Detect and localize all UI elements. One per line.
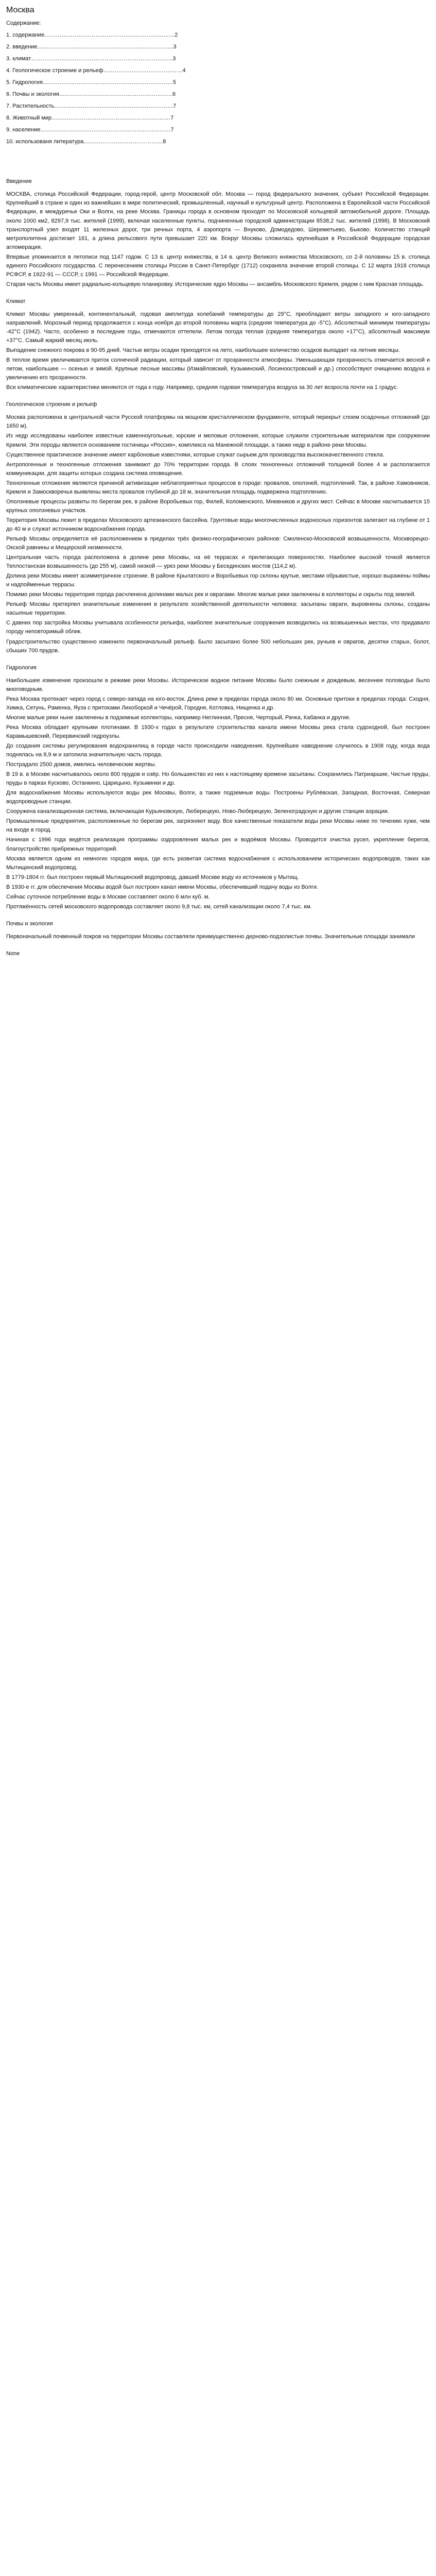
paragraph: Наибольшее изменение произошли в режиме реки Москвы. Историческое водное питание Москвы было снежным и дождевым, весеннее половодье было многоводным. <box>6 677 430 692</box>
toc-item: 5. Гидрология……………………………………………………………5 <box>6 79 177 86</box>
section-intro <box>6 177 430 289</box>
toc-item: 10. использованя литература……………………………………8 <box>6 139 166 145</box>
paragraph: Для водоснабжения Москвы используются воды рек Москвы, Волги, а также подземные воды. Построены Рублёвская, Западная, Восточная, Северная водопроводные станции. <box>6 790 430 805</box>
paragraph: Все климатические характеристики меняются от года к году. Например, средняя годовая температура воздуха за 30 лет возросла почти на 1 градус. <box>6 384 398 391</box>
section-hydrology <box>6 664 430 911</box>
section-geology <box>6 400 430 655</box>
paragraph: Рельеф Москвы определяется её расположением в пределах трёх физико-географических районов: Смоленско-Московской возвышенности, Москворецко-Окской равнины и Мещерской низменности. <box>6 536 430 551</box>
paragraph: Рельеф Москвы претерпел значительные изменения в результате хозяйственной деятельности человека: засыпаны овраги, выровнены склоны, созданы насыпные территории. <box>6 601 430 617</box>
toc-item: 7. Растительность………………………………………………………7 <box>6 103 177 110</box>
paragraph: Сооружена канализационная система, включающая Курьяновскую, Люберецкую, Ново-Люберецкую, Зеленоградскую и другие станции аэрации. <box>6 808 389 815</box>
paragraph: Градостроительство существенно изменило первоначальный рельеф. Было засыпано более 500 небольших рек, ручьев и оврагов, десятки старых, болот, сбыших 700 прудов. <box>6 638 430 654</box>
paragraph: Многие малые реки ныне заключены в подземные коллекторы, например Неглинная, Пресня, Черторый, Рачка, Кабанка и другие. <box>6 714 351 721</box>
section-heading: Гидрология <box>6 664 37 671</box>
paragraph: МОСКВА, столица Российской Федерации, город-герой, центр Московской обл. Москва — город федерального значения, субъект Российской Федерации. Крупнейший в стране и один из важнейших в мире политический, промышленный, научный и культурный центр. Расположена в Европейской части Российской Федерации, в междуречье Оки и Волги, на реке Москва. Границы города в основном проходят по Московской кольцевой автомобильной дороге. Площадь около 1000 км2, 8297,9 тыс. жителей (1999), включая населенные пункты, подчиненные городской администрации 8538,2 тыс. жителей (1998). В Московский транспортный узел входят 11 железных дорог, три речных порта, 4 аэропорта — Внуково, Домодедово, Шереметьево, Быково. Количество станций метрополитена достигает 161, а длина рельсового пути превышает 220 км. Вокруг Москвы сложилась крупнейшая в Российской Федерации городская агломерация. <box>6 191 430 250</box>
paragraph: Река Москва протекает через город с северо-запада на юго-восток. Длина реки в пределах города около 80 км. Основные притоки в пределах города: Сходня, Химка, Сетунь, Раменка, Яуза с притоками Лихоборкой и Чечёрой, Городня, Котловка, Нищенка и др. <box>6 696 430 711</box>
paragraph: Выпадение снежного покрова в 90-95 дней. Частые ветры осадки приходятся на лето, наибольшее количество осадков выпадает на летние месяцы. <box>6 347 400 354</box>
toc-item: 4. Геологическое строение и рельеф……………………………………4 <box>6 67 186 74</box>
document-title: Москва <box>6 6 34 14</box>
paragraph: Старая часть Москвы имеет радиально-кольцевую планировку. Исторические ядро Москвы — ансамбль Московского Кремля, рядом с ним Красная площадь. <box>6 281 424 287</box>
toc-heading: Содержание: <box>6 20 41 26</box>
paragraph: Центральная часть города расположена в долине реки Москвы, на её террасах и прилегающих поверхностях. Наиболее высокой точкой является Теплостанская возвышенность (до 255 м), самой низкой — урез реки Москвы у Бесединских мостов (114,2 м). <box>6 554 430 570</box>
footer-text: None <box>6 950 20 957</box>
section-soils <box>6 920 430 941</box>
section-heading: Климат <box>6 298 26 304</box>
section-heading: Геологическое строение и рельеф <box>6 401 97 408</box>
paragraph: Территория Москвы лежит в пределах Московского артезианского бассейна. Грунтовые воды многочисленных водоносных горизонтов залегают на глубине от 1 до 40 м и служат источником водоснабжения города. <box>6 517 430 532</box>
toc-item: 8. Животный мир………………………………………………………7 <box>6 115 174 122</box>
paragraph: Пострадало 2500 домов, имелись человеческие жертвы. <box>6 761 156 768</box>
paragraph: Москва является одним из немногих городов мира, где есть развитая система водоснабжения с использованием исторических водопроводов, таких как Мытищинский водопровод. <box>6 855 430 871</box>
paragraph: С давних пор застройка Москвы учитывала особенности рельефа, наиболее значительные сооружения возводились на возвышенных местах, что придавало городу неповторимый облик. <box>6 620 430 635</box>
paragraph: Протяжённость сетей московского водопровода составляет около 9,8 тыс. км, сетей канализации около 7,4 тыс. км. <box>6 903 312 910</box>
paragraph: В 19 в. в Москве насчитывалось около 800 прудов и озёр. Но большинство из них к настоящему времени засыпаны. Сохранились Патриаршие, Чистые пруды, пруды в парках Кусково, Останкино, Царицыно, Кузьминки и др. <box>6 771 430 787</box>
table-of-contents <box>6 31 430 146</box>
paragraph: Техногенные отложения являются причиной активизации неблагоприятных процессов в городе: провалов, оползней, подтоплений. Так, в районе Хамовников, Кремля и Замоскворечья выявлены места провалов глубиной до 18 м, значительная площадь подвержена подтоплению. <box>6 480 430 495</box>
paragraph: В 1779-1804 гг. был построен первый Мытищинский водопровод, давший Москве воду из источников у Мытищ. <box>6 874 299 880</box>
paragraph: Сейчас суточное потребление воды в Москве составляет около 6 млн куб. м. <box>6 893 210 900</box>
paragraph: В теплое время увеличивается приток солнечной радиации, который зависит от прозрачности атмосферы. Уменьшающая прозрачность отмечается весной и летом, наибольшее — осенью и зимой. Крупные лесные массивы (Измайловский, Кузьминский, Лосиноостровский и др.) способствуют очищению воздуха и увеличению его прозрачности. <box>6 357 430 381</box>
paragraph: Впервые упоминается в летописи под 1147 годом. С 13 в. центр княжества, в 14 в. центр Великого княжества Московского, со 2-й половины 15 в. столица единого Российского государства. С перенесением столицы России в Санкт-Петербург (1712) сохраняла значение второй столицы. С 12 марта 1918 столица РСФСР, в 1922-91 — СССР, с 1991 — Российской Федерации. <box>6 253 430 278</box>
document-page <box>0 0 436 962</box>
paragraph: Промышленные предприятия, расположенные по берегам рек, загрязняют воду. Все качественные показатели воды реки Москвы ниже по течению хуже, чем на входе в город. <box>6 818 430 834</box>
section-climate <box>6 297 430 392</box>
paragraph: Из недр исследованы наиболее известные каменноугольные, юрские и меловые отложения, которые служили строительным материалом при сооружении Кремля. Эти породы являются основанием гостиницы «Россия», комплекса на Манежной площади, а также недр в районе реки Москвы. <box>6 433 430 448</box>
toc-item: 1. содержание……………………………………………………………2 <box>6 31 178 38</box>
toc-item: 3. климат…………………………………………………………………3 <box>6 55 176 62</box>
section-heading: Почвы и экология <box>6 920 53 927</box>
paragraph: Река Москва обладает крупными плотинами. В 1930-х годах в результате строительства канала имени Москвы река стала судоходной, был построен Карамышевский, Перервинский гидроузлы. <box>6 724 430 739</box>
paragraph: До создания системы регулирования водохранилищ в городе часто происходили наводнения. Крупнейшее наводнение случилось в 1908 году, когда вода поднялась на 8,9 м и затопила значительную часть города. <box>6 742 430 758</box>
section-heading: Введение <box>6 178 32 185</box>
paragraph: Оползневые процессы развиты по берегам рек, в районе Воробьевых гор, Филей, Коломенского, Мневников и других мест. Сейчас в Москве насчитывается 15 крупных оползневых участков. <box>6 498 430 514</box>
toc-item: 9. население……………………………………………………………7 <box>6 127 174 133</box>
paragraph: Антропогенные и техногенные отложения занимают до 70% территории города. В слоях техногенных отложений толщиной более 4 м располагаются коммуникации, для защиты которых создана система оповещения. <box>6 461 430 477</box>
paragraph: Существенное практическое значение имеют карбоновые известняки, которые служат сырьем для производства высококачественного стекла. <box>6 451 385 458</box>
toc-item: 6. Почвы и экология……………………………………………………6 <box>6 91 176 98</box>
paragraph: Первоначальный почвенный покров на территории Москвы составляли преимущественно дерново-подзолистые почвы. Значительные площади занимали <box>6 933 415 940</box>
paragraph: Климат Москвы умеренный, континентальный, годовая амплитуда колебаний температуры до 29°С, преобладают ветры западного и юго-западного направлений. Морозный период продолжается с конца ноября до второй половины марта (средняя температура до -5°С). Абсолютный минимум температуры -42°С (1942). Часто, особенно в последние годы, отмечаются оттепели. Летом погода теплая (средняя температура около +17°С), абсолютный максимум +37°С. Самый жаркий месяц июль. <box>6 311 430 344</box>
paragraph: Помимо реки Москвы территория города расчленена долинами малых рек и оврагами. Многие малые реки заключены в коллекторы и скрыты под землей. <box>6 591 416 598</box>
paragraph: Москва расположена в центральной части Русской платформы на мощном кристаллическом фундаменте, который перекрыт слоем осадочных отложений (до 1650 м). <box>6 414 430 430</box>
toc-item: 2. введение………………………………………………………………3 <box>6 43 177 50</box>
paragraph: В 1930-е гг. для обеспечения Москвы водой был построен канал имени Москвы, обеспечивший подачу воды из Волги. <box>6 884 319 890</box>
paragraph: Долина реки Москвы имеет асимметричное строение. В районе Крылатского и Воробьевых гор склоны крутые, местами обрывистые, хорошо выражены поймы и надпойменные террасы. <box>6 573 430 588</box>
paragraph: Начиная с 1996 года ведётся реализация программы оздоровления малых рек и водоёмов Москвы. Проводится очистка русел, укрепление берегов, благоустройство прибрежных территорий. <box>6 837 430 852</box>
